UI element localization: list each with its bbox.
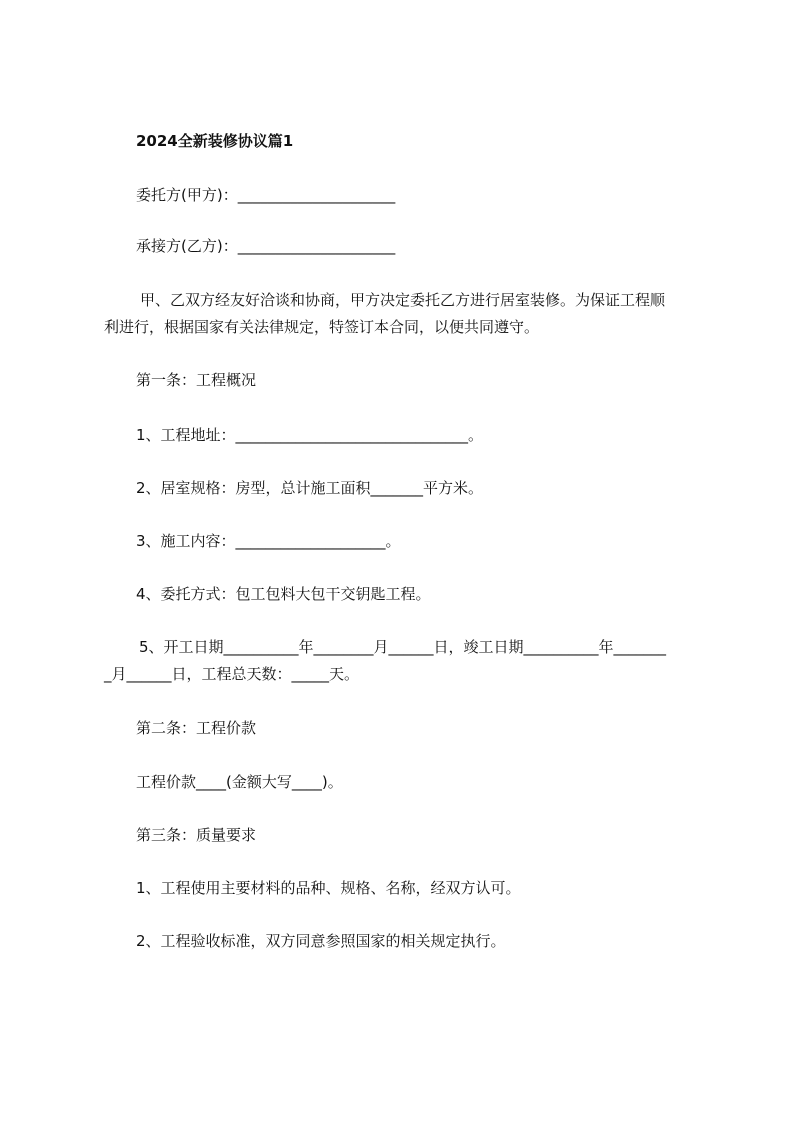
article-1-heading: 第一条：工程概况 <box>136 371 257 389</box>
article-3-heading: 第三条：质量要求 <box>136 826 257 844</box>
intro-paragraph-line-1: 甲、乙双方经友好洽谈和协商，甲方决定委托乙方进行居室装修。为保证工程顺 <box>140 291 666 309</box>
article-1-item-address: 1、工程地址：_______________________________。 <box>136 426 484 444</box>
article-1-item-specs: 2、居室规格：房型，总计施工面积_______平方米。 <box>136 479 484 497</box>
article-2-price-line: 工程价款____(金额大写____)。 <box>136 773 343 791</box>
article-2-heading: 第二条：工程价款 <box>136 719 257 737</box>
article-1-item-content: 3、施工内容：____________________。 <box>136 532 401 550</box>
article-1-item-dates-line-1: 5、开工日期__________年________月______日，竣工日期__________年_______ <box>139 638 667 656</box>
article-3-item-materials: 1、工程使用主要材料的品种、规格、名称，经双方认可。 <box>136 879 521 897</box>
party-a-line: 委托方(甲方)：_____________________ <box>136 186 396 204</box>
article-1-item-dates-line-2: _月______日，工程总天数：_____天。 <box>104 665 360 683</box>
party-b-line: 承接方(乙方)：_____________________ <box>136 237 396 255</box>
intro-paragraph-line-2: 利进行，根据国家有关法律规定，特签订本合同，以便共同遵守。 <box>104 318 540 336</box>
document-title: 2024全新装修协议篇1 <box>136 132 294 150</box>
article-1-item-method: 4、委托方式：包工包料大包干交钥匙工程。 <box>136 585 431 603</box>
article-3-item-acceptance: 2、工程验收标准，双方同意参照国家的相关规定执行。 <box>136 932 506 950</box>
